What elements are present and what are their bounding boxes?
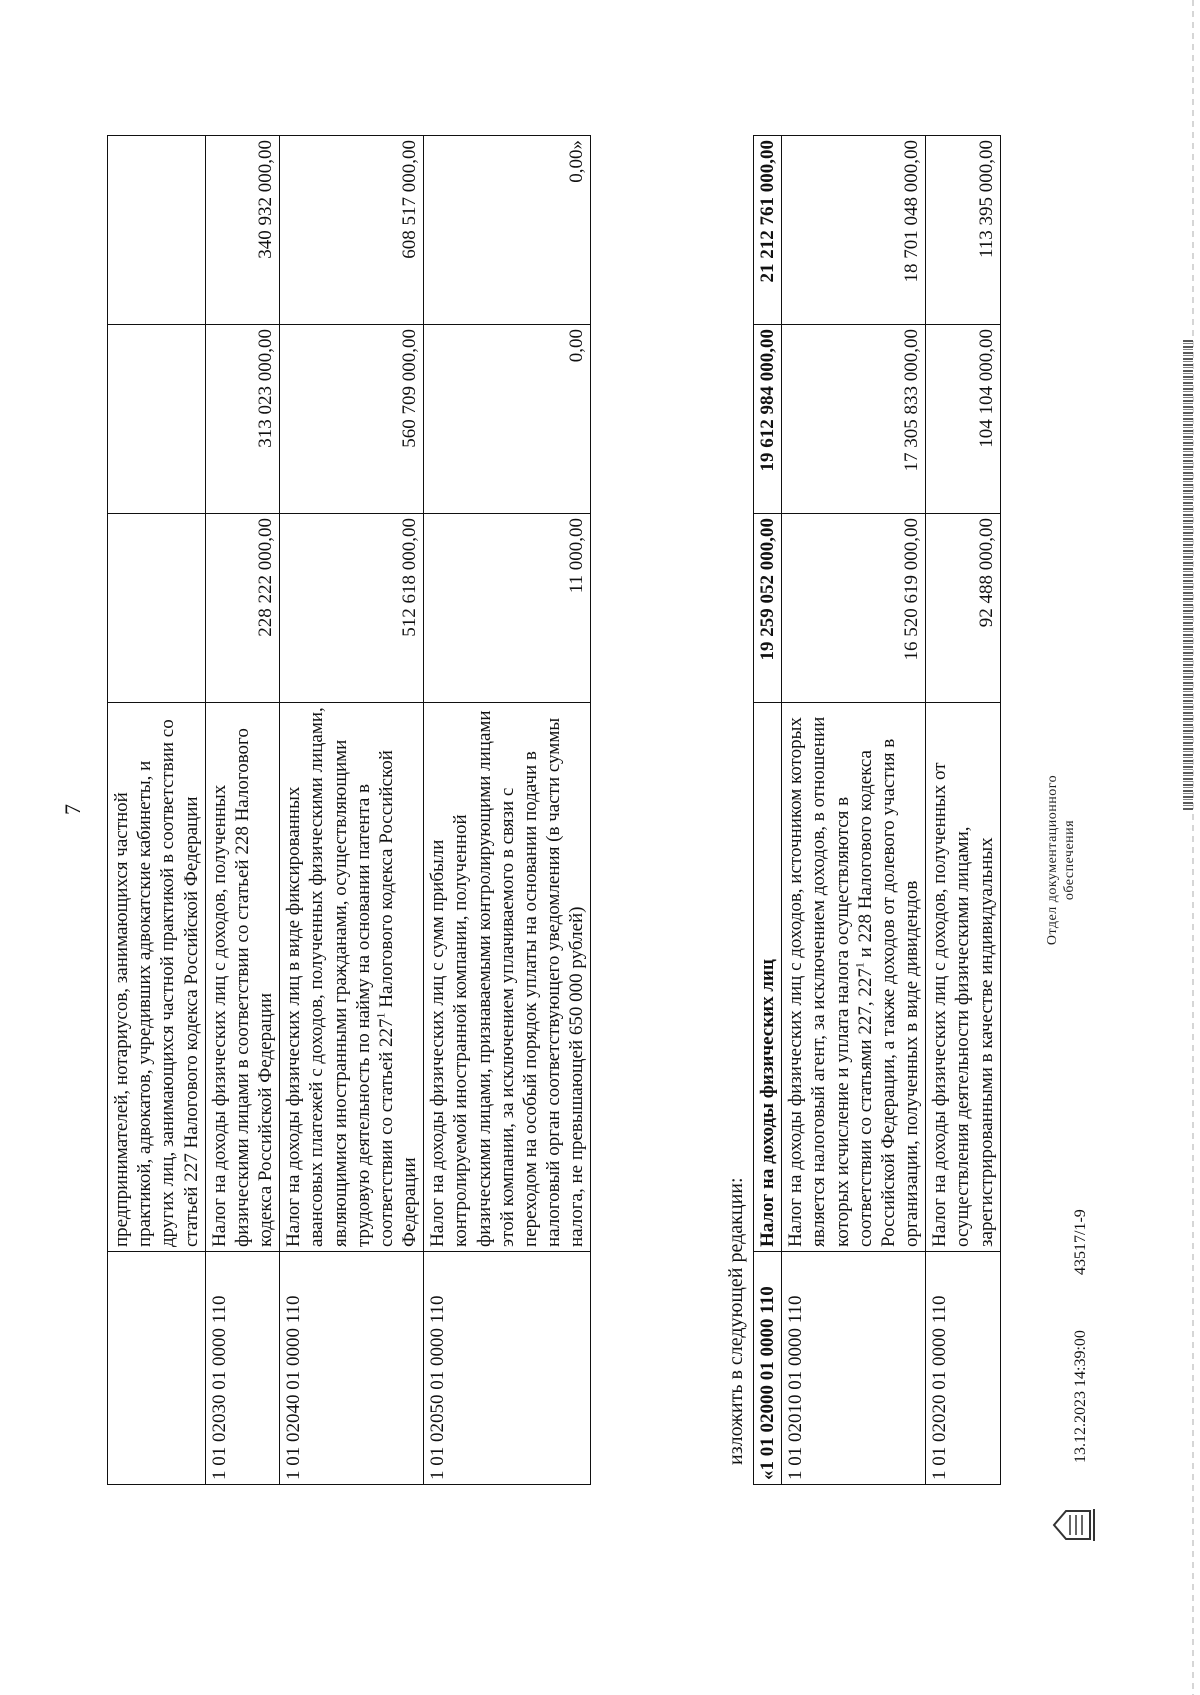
- value-year-3: 113 395 000,00: [926, 136, 1001, 325]
- value-year-3: [108, 136, 206, 325]
- row-description: Налог на доходы физических лиц: [754, 703, 782, 1252]
- kbk-code: 1 01 02030 01 0000 110: [205, 1252, 280, 1485]
- value-year-2: 560 709 000,00: [280, 325, 424, 514]
- value-year-2: [108, 325, 206, 514]
- table-row: [926, 136, 1001, 1485]
- kbk-code: 1 01 02050 01 0000 110: [424, 1252, 591, 1485]
- table-row: [280, 136, 424, 1485]
- kbk-code: 1 01 02020 01 0000 110: [926, 1252, 1001, 1485]
- kbk-code: [108, 1252, 206, 1485]
- budget-table-top: [107, 135, 591, 1485]
- kbk-code: 1 01 02010 01 0000 110: [782, 1252, 926, 1485]
- row-description: Налог на доходы физических лиц с доходов, полученных от осуществления деятельности физическими лицами, зарегистрированными в качестве индивидуальных: [926, 703, 1001, 1252]
- value-year-1: 92 488 000,00: [926, 514, 1001, 703]
- footer-doc-code: 43517/1-9: [1072, 1209, 1089, 1275]
- kbk-code: «1 01 02000 01 0000 110: [754, 1252, 782, 1485]
- table-row: [754, 136, 782, 1485]
- value-year-1: [108, 514, 206, 703]
- table-row: [108, 136, 206, 1485]
- value-year-3: 340 932 000,00: [205, 136, 280, 325]
- value-year-3: 18 701 048 000,00: [782, 136, 926, 325]
- value-year-1: 19 259 052 000,00: [754, 514, 782, 703]
- value-year-2: 313 023 000,00: [205, 325, 280, 514]
- intro-text: изложить в следующей редакции:: [725, 1177, 747, 1465]
- value-year-3: 608 517 000,00: [280, 136, 424, 325]
- table-row: [205, 136, 280, 1485]
- table-row: [782, 136, 926, 1485]
- row-description: предпринимателей, нотариусов, занимающихся частной практикой, адвокатов, учредивших адвокатские кабинеты, и других лиц, занимающихся частной практикой в соответствии со статьей 227 Налогового кодекса Российской Федерации: [108, 703, 206, 1252]
- value-year-1: 512 618 000,00: [280, 514, 424, 703]
- row-description: Налог на доходы физических лиц с доходов, источником которых является налоговый агент, за исключением доходов, в отношении которых исчисление и уплата налога осуществляются в соответствии со статьями 227, $227^1$ и 228 Налогового кодекса Российской Федерации, а также доходов от долевого участия в организации, полученных в виде дивидендов: [782, 703, 926, 1252]
- value-year-2: 0,00: [424, 325, 591, 514]
- value-year-2: 17 305 833 000,00: [782, 325, 926, 514]
- kbk-code: 1 01 02040 01 0000 110: [280, 1252, 424, 1485]
- value-year-3: 21 212 761 000,00: [754, 136, 782, 325]
- footer-date: 13.12.2023 14:39:00: [1072, 1330, 1089, 1463]
- footer-department: Отдел документационного обеспечения: [1045, 774, 1077, 946]
- budget-table-bottom: [753, 135, 1001, 1485]
- row-description: Налог на доходы физических лиц с доходов, полученных физическими лицами в соответствии со статьей 228 Налогового кодекса Российской Федерации: [205, 703, 280, 1252]
- value-year-1: 11 000,00: [424, 514, 591, 703]
- page-number: 7: [60, 804, 85, 815]
- value-year-3: 0,00»: [424, 136, 591, 325]
- value-year-1: 16 520 619 000,00: [782, 514, 926, 703]
- row-description: Налог на доходы физических лиц с сумм прибыли контролируемой иностранной компании, полученной физическими лицами, признаваемыми контролирующими лицами этой компании, за исключением уплачиваемого в связи с переходом на особый порядок уплаты на основании подачи в налоговый орган соответствующего уведомления (в части суммы налога, не превышающей 650 000 рублей): [424, 703, 591, 1252]
- value-year-2: 104 104 000,00: [926, 325, 1001, 514]
- value-year-2: 19 612 984 000,00: [754, 325, 782, 514]
- table-row: [424, 136, 591, 1485]
- row-description: Налог на доходы физических лиц в виде фиксированных авансовых платежей с доходов, полученных физическими лицами, являющимися иностранными гражданами, осуществляющими трудовую деятельность по найму на основании патента в соответствии со статьей $227^1$ Налогового кодекса Российской Федерации: [280, 703, 424, 1252]
- emblem-icon: [1050, 1505, 1098, 1545]
- value-year-1: 228 222 000,00: [205, 514, 280, 703]
